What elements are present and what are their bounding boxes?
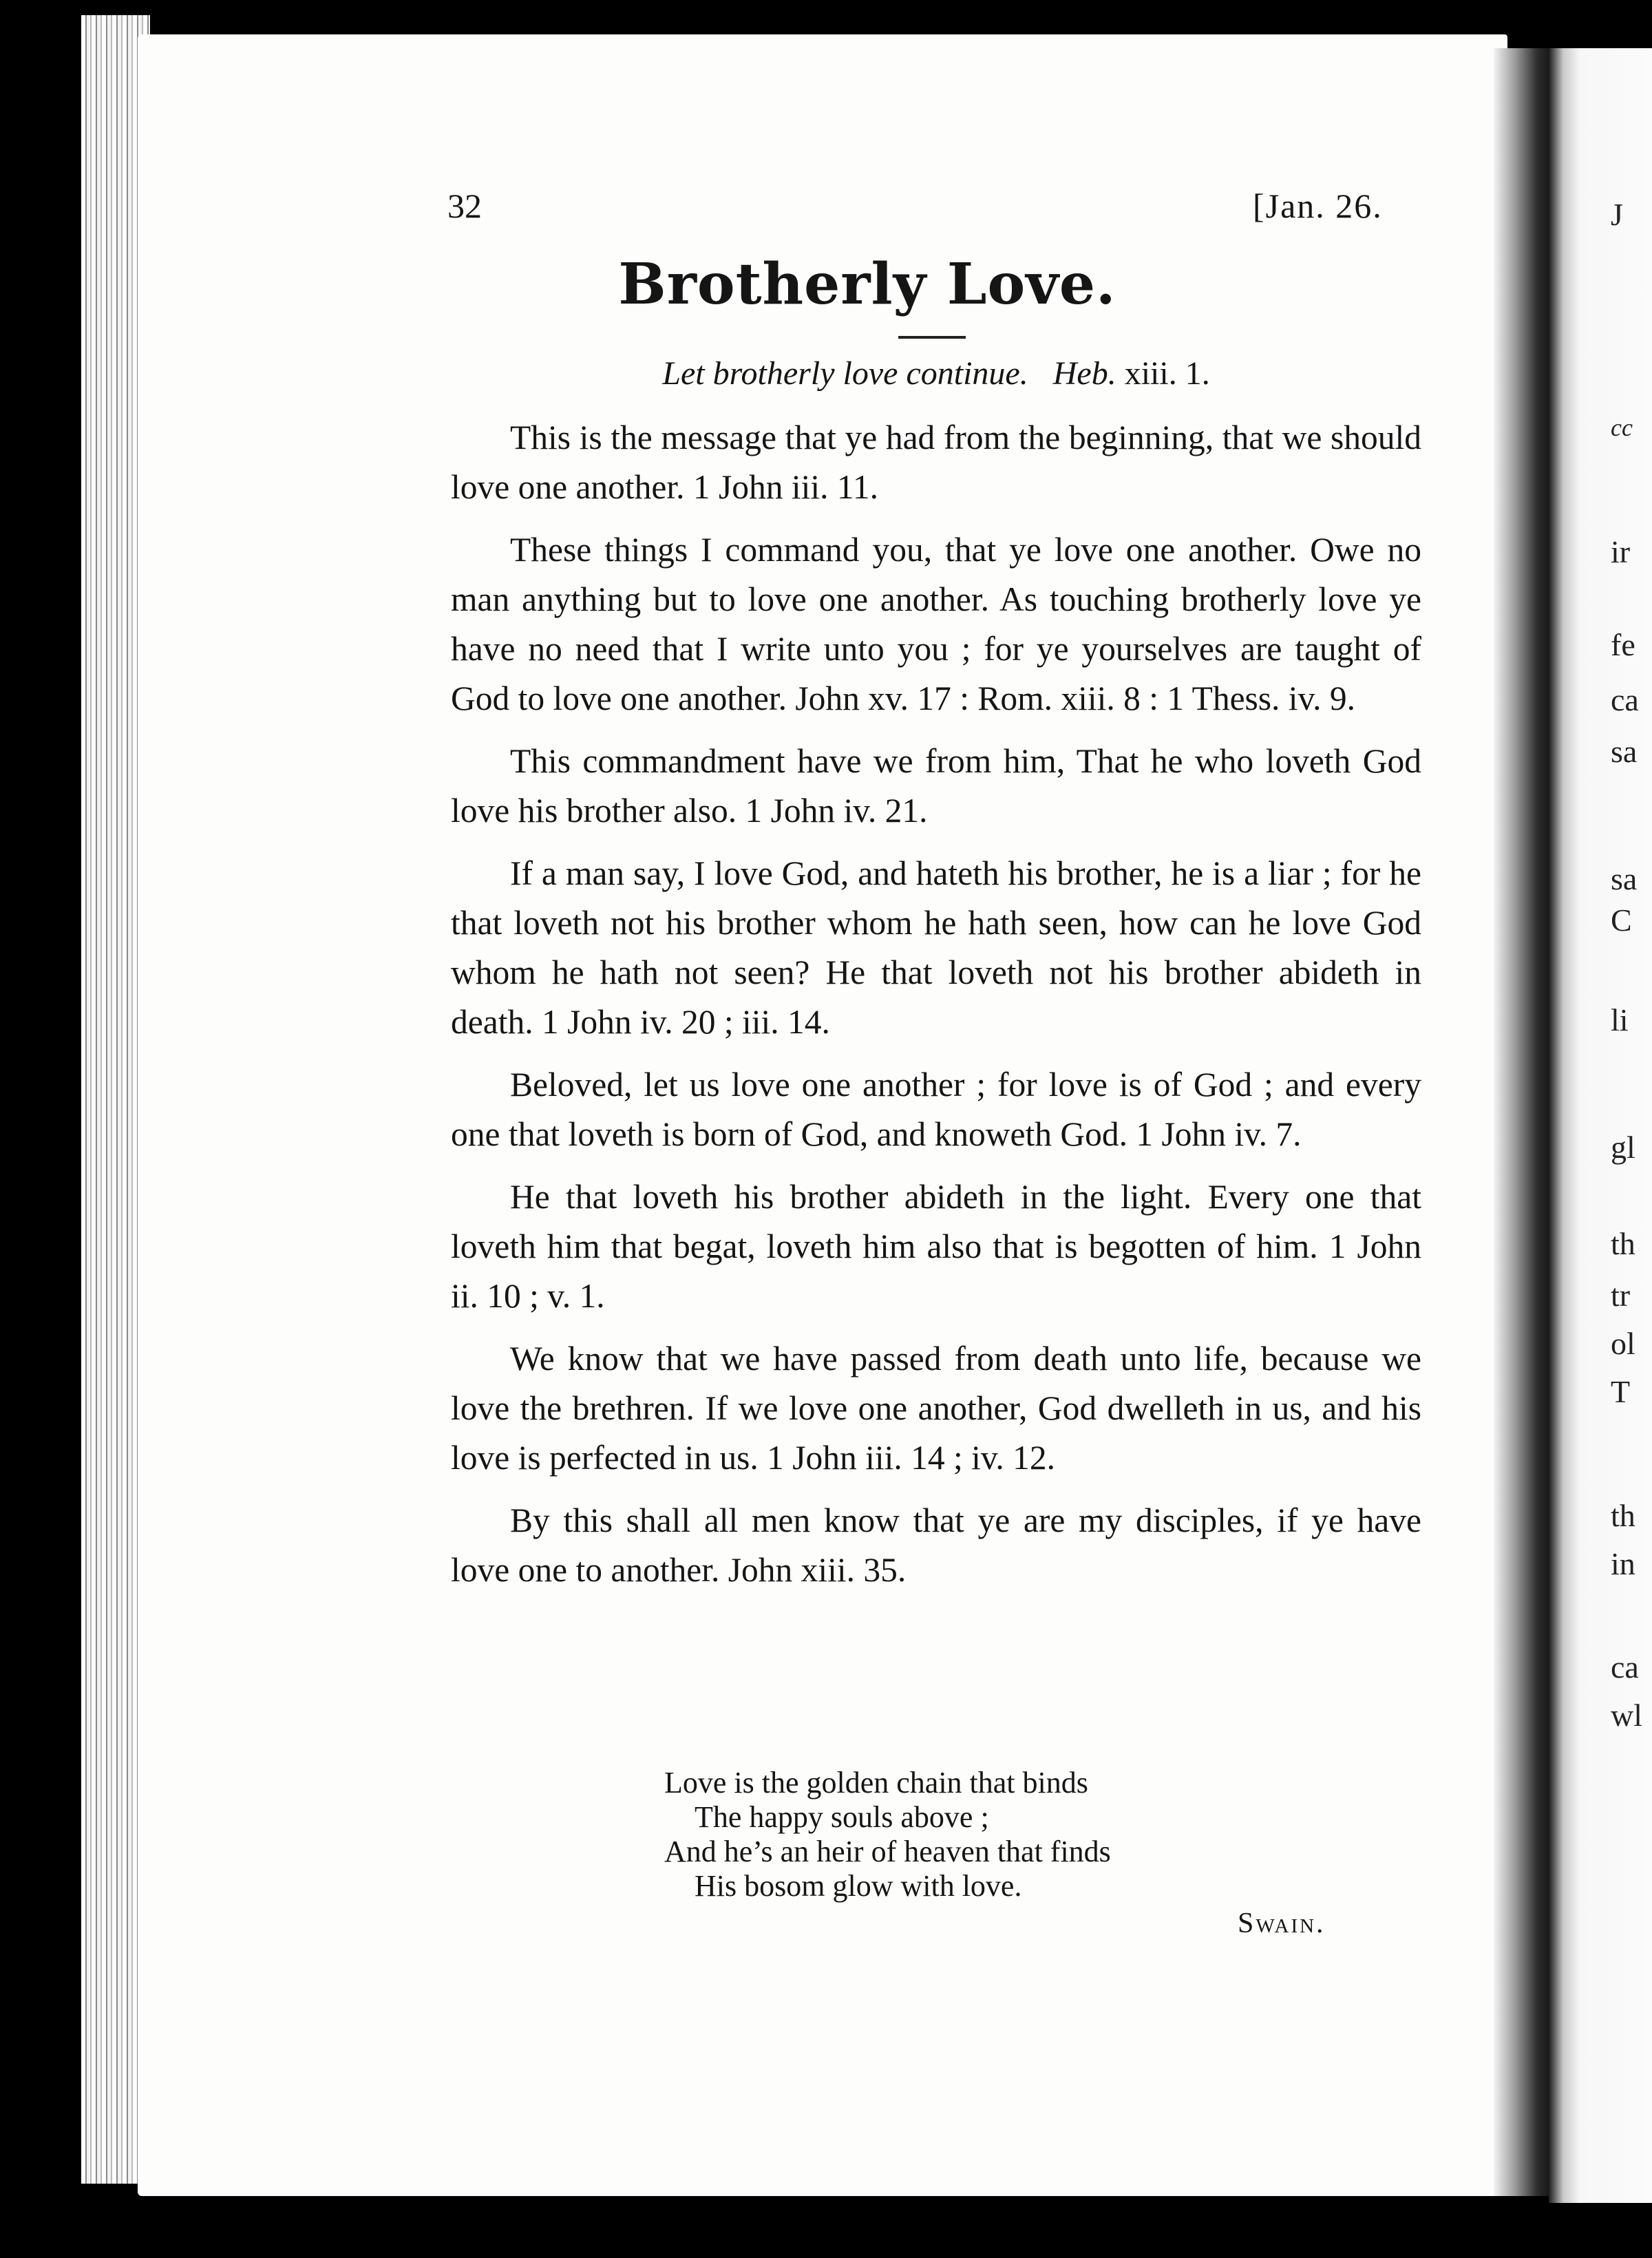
poem-line: Love is the golden chain that binds [664,1766,1088,1800]
poem [664,1766,1111,1903]
paragraph: He that loveth his brother abideth in the light. Every one that loveth him that begat, loveth him also that is begotten of him. 1 John ii. 10 ; v. 1. [451,1178,1421,1315]
facing-page-fragment: ca [1611,1649,1639,1685]
facing-page-fragment: fe [1611,627,1635,662]
paragraph: This is the message that ye had from the beginning, that we should love one another. 1 John iii. 11. [451,419,1421,506]
facing-page-fragment: cc [1611,414,1633,441]
facing-page-fragment: tr [1611,1278,1631,1313]
book-gutter-shadow [1494,48,1556,2196]
epigraph-ref-book: Heb. [1052,355,1116,392]
facing-page-fragment: ca [1611,682,1639,717]
facing-page [1549,48,1652,2203]
paragraph: This commandment have we from him, That he who loveth God love his brother also. 1 John iv. 21. [451,742,1421,830]
scripture-passages [451,413,1421,1608]
facing-page-fragment: ol [1611,1326,1635,1361]
poem-line: The happy souls above ; [695,1800,989,1834]
paragraph: We know that we have passed from death unto life, because we love the brethren. If we love one another, God dwelleth in us, and his love is perfected in us. 1 John iii. 14 ; iv. 12. [451,1340,1421,1477]
paragraph: By this shall all men know that ye are my disciples, if ye have love one to another. John xiii. 35. [451,1501,1421,1589]
facing-page-fragment: gl [1611,1130,1635,1165]
page-date-heading: [Jan. 26. [1253,187,1383,225]
facing-page-fragment: T [1611,1374,1631,1409]
facing-page-fragment: wl [1611,1698,1642,1733]
poem-line: And he’s an heir of heaven that finds [664,1835,1111,1868]
poem-line: His bosom glow with love. [695,1869,1022,1903]
facing-page-fragment: sa [1611,861,1638,896]
facing-page-fragment: li [1611,1002,1629,1037]
facing-page-fragment: in [1611,1546,1635,1581]
poem-attribution: Swain. [1238,1908,1326,1939]
epigraph-ref-number: xiii. 1. [1124,355,1210,392]
paragraph: Beloved, let us love one another ; for love is of God ; and every one that loveth is born of God, and knoweth God. 1 John iv. 7. [451,1066,1421,1153]
facing-page-fragment: J [1611,197,1623,232]
paragraph: These things I command you, that ye love one another. Owe no man anything but to love one another. As touching brotherly love ye have no need that I write unto you ; for ye yourselves are taught of God to love one another. John xv. 17 : Rom. xiii. 8 : 1 Thess. iv. 9. [451,531,1421,717]
epigraph-text: Let brotherly love continue. [662,355,1028,392]
facing-page-fragment: th [1611,1226,1635,1261]
epigraph [451,355,1421,392]
title-divider [898,336,966,339]
facing-page-fragment: ir [1611,534,1631,569]
page-title: Brotherly Love. [618,251,1116,317]
facing-page-fragment: C [1611,903,1632,938]
facing-page-fragment: sa [1611,734,1638,769]
page-number: 32 [447,187,482,225]
paragraph: If a man say, I love God, and hateth his brother, he is a liar ; for he that loveth not his brother whom he hath seen, how can he love God whom he hath not seen? He that loveth not his brother abideth in death. 1 John iv. 20 ; iii. 14. [451,854,1421,1041]
facing-page-fragment: th [1611,1498,1635,1533]
